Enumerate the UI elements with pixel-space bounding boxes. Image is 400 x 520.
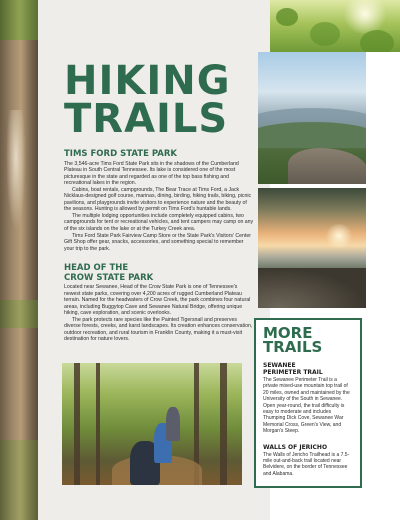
mountain-vista-photo bbox=[258, 52, 366, 184]
title-line-1: HIKING bbox=[64, 58, 231, 104]
trail-name-line-1: WALLS OF JERICHO bbox=[263, 443, 328, 451]
rock-cliff-photo bbox=[0, 0, 38, 520]
paragraph: The 3,546-acre Tims Ford State Park sits in the shadows of the Cumberland Plateau in South Central Tennessee. Its lake is considered one of the most picturesque in the state and regarded as one of the top bass fishing and recreational lakes in the region. bbox=[64, 160, 239, 187]
section-head-of-the-crow bbox=[64, 264, 254, 343]
more-trails-title bbox=[263, 326, 353, 354]
trail-description: The Walls of Jericho Trailhead is a 7.5-mile out-and-back trail located near Belvidere, on the border of Tennessee and Alabama. bbox=[263, 451, 350, 477]
trail-sewanee-perimeter bbox=[263, 362, 353, 435]
section-tims-ford bbox=[64, 150, 254, 252]
trail-name-line-1: SEWANEE bbox=[263, 362, 296, 369]
section-heading: TIMS FORD STATE PARK bbox=[64, 149, 177, 159]
paragraph: The multiple lodging opportunities include completely equipped cabins, two campgrounds for tent or recreational vehicles, and tent campers may camp on any of the six islands on the lake or at the Turkey Creek area. bbox=[64, 212, 254, 232]
trail-walls-of-jericho bbox=[263, 444, 353, 478]
paragraph: The park protects rare species like the Painted Tigersnail and preserves diverse forests, creeks, and karst landscapes. Its creation enhances conservation, outdoor recreation, and rural tourism in Franklin County, making it a must-visit destination for nature lovers. bbox=[64, 316, 253, 343]
trail-name-line-2: PERIMETER TRAIL bbox=[263, 369, 323, 376]
trail-name bbox=[263, 444, 353, 451]
sunset-overlook-photo bbox=[258, 188, 366, 308]
section-body bbox=[64, 161, 254, 253]
more-title-line-1: MORE bbox=[263, 324, 313, 342]
title-line-2: TRAILS bbox=[64, 96, 229, 142]
more-title-line-2: TRAILS bbox=[263, 338, 323, 356]
paragraph: Located near Sewanee, Head of the Crow State Park is one of Tennessee's newest state parks, covering over 4,200 acres of rugged Cumberland Plateau terrain. Named for the headwaters of Crow Creek, the park combines four natural areas, including Buggytop Cave and Sewanee Natural Bridge, offering unique hiking, cave exploration, and scenic overlooks. bbox=[64, 284, 251, 317]
paragraph: Tims Ford State Park Fairview Camp Store or the State Park's Visitors' Center Gift Shop offer gear, snacks, accessories, and something special to remember your trip to the park. bbox=[64, 232, 251, 252]
more-trails-box bbox=[254, 318, 362, 488]
section-heading-line-2: CROW STATE PARK bbox=[64, 272, 154, 283]
hikers-forest-photo bbox=[62, 363, 242, 485]
paragraph: Cabins, boat rentals, campgrounds, The Bear Trace at Tims Ford, a Jack Nicklaus-designed golf course, marinas, dining, birding, hiking trails, biking, picnic pavilions, and playgrounds invite visitors to experience nature and the beauty of the seasons. Hunting is allowed by permit on Tims Ford's huntable lands. bbox=[64, 186, 252, 213]
section-body bbox=[64, 284, 254, 343]
trail-name bbox=[263, 362, 353, 376]
section-heading bbox=[64, 264, 254, 283]
section-heading-line-1: HEAD OF THE bbox=[64, 263, 129, 273]
page-title bbox=[64, 58, 231, 142]
forest-canopy-photo bbox=[270, 0, 400, 52]
trail-description: The Sewanee Perimeter Trail is a private mixed-use mountain top trail of 20 miles, owned and maintained by the University of the South in Sewanee. Open year-round, the trail difficulty is easy to moderate and includes Thumping Dick Cove, Sewanee War Memorial Cross, Green's View, and Morgan's Steep. bbox=[263, 377, 350, 435]
